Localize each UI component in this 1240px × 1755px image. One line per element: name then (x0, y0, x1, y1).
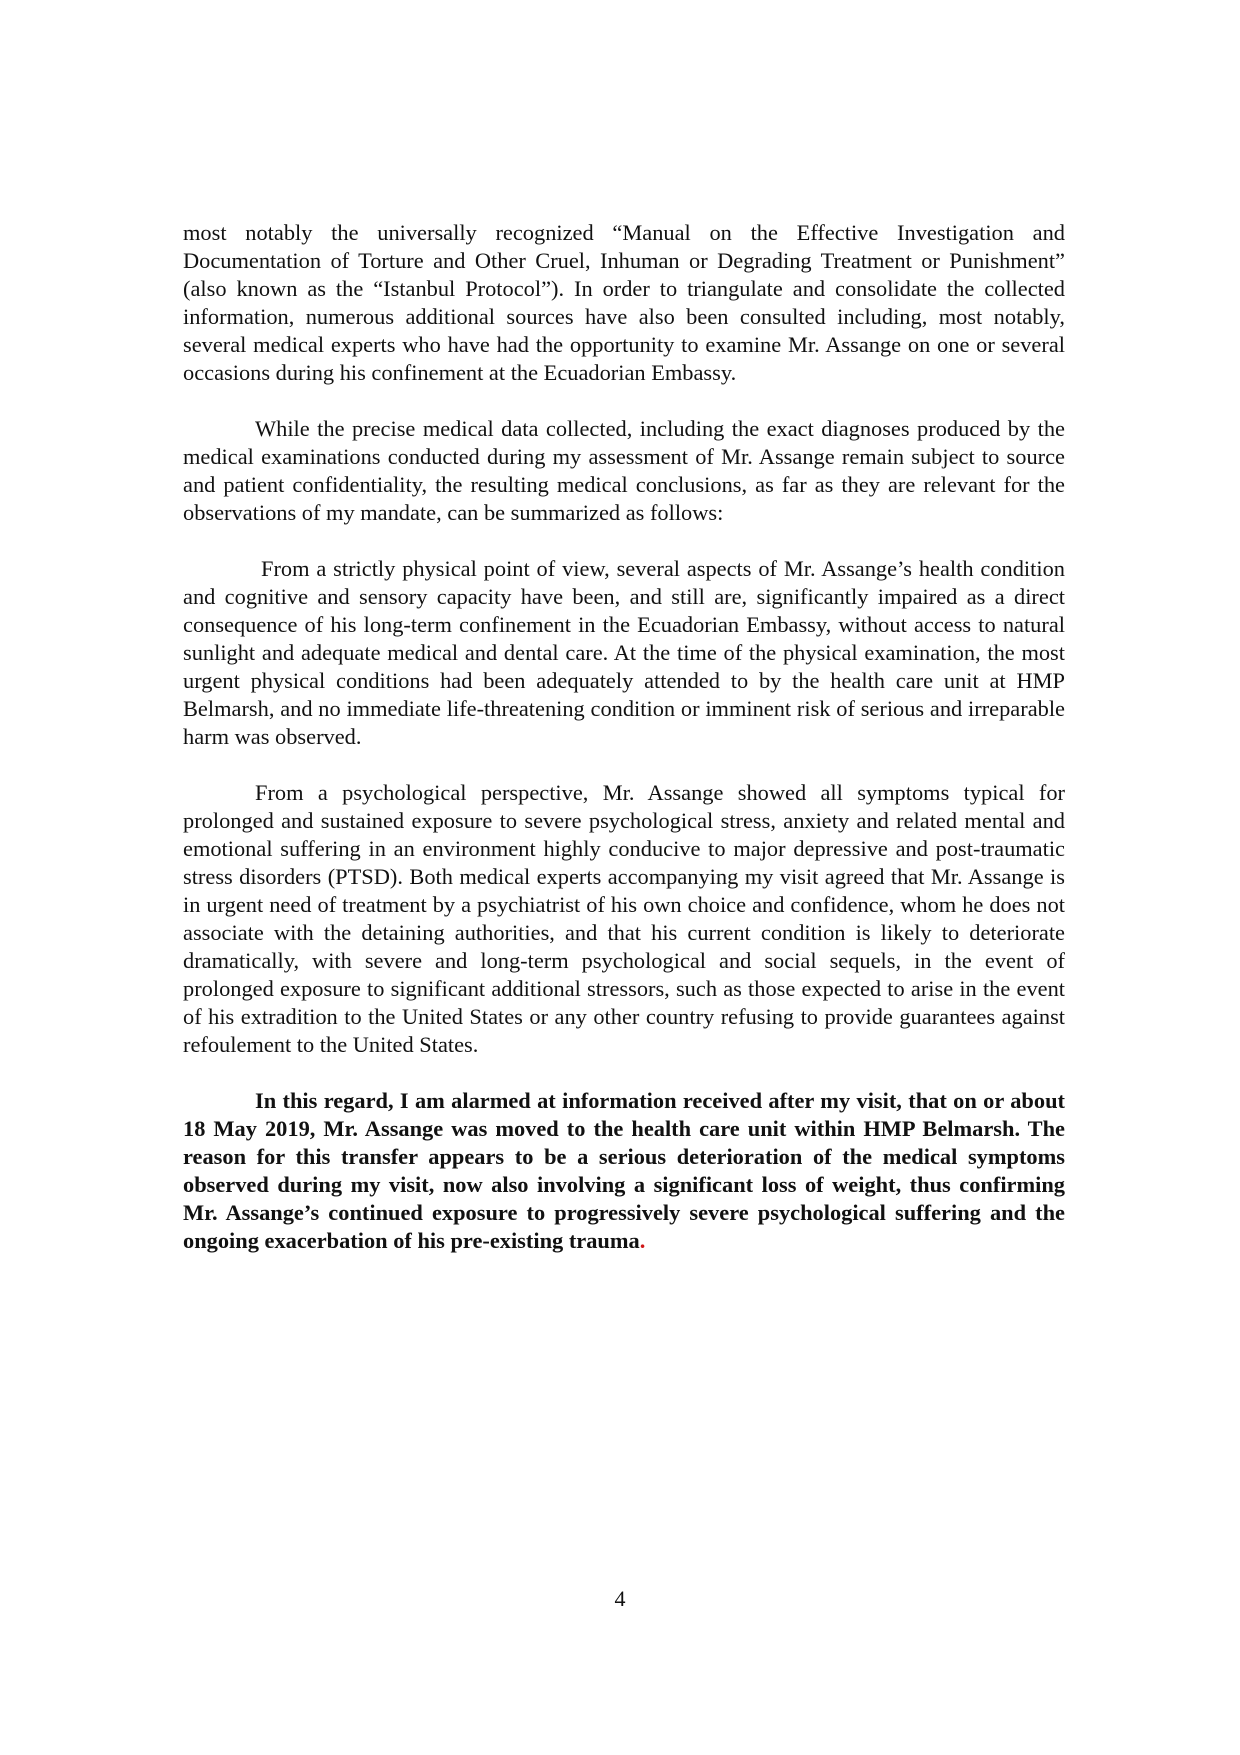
alarm-statement-text: In this regard, I am alarmed at information received after my visit, that on or about 18 May 2019, Mr. Assange was moved to the health care unit within HMP Belmarsh. The reason for this transfer appears to be a serious deterioration of the medical symptoms observed during my visit, now also involving a significant loss of weight, thus confirming Mr. Assange’s continued exposure to progressively severe psychological suffering and the ongoing exacerbation of his pre-existing trauma (183, 1088, 1065, 1253)
paragraph-medical-data: While the precise medical data collected, including the exact diagnoses produced by the medical examinations conducted during my assessment of Mr. Assange remain subject to source and patient confidentiality, the resulting medical conclusions, as far as they are relevant for the observations of my mandate, can be summarized as follows: (183, 416, 1065, 525)
red-period-mark: . (639, 1228, 646, 1253)
paragraph-psychological-condition: From a psychological perspective, Mr. Assange showed all symptoms typical for prolonged and sustained exposure to severe psychological stress, anxiety and related mental and emotional suffering in an environment highly conducive to major depressive and post-traumatic stress disorders (PTSD). Both medical experts accompanying my visit agreed that Mr. Assange is in urgent need of treatment by a psychiatrist of his own choice and confidence, whom he does not associate with the detaining authorities, and that his current condition is likely to deteriorate dramatically, with severe and long-term psychological and social sequels, in the event of prolonged exposure to significant additional stressors, such as those expected to arise in the event of his extradition to the United States or any other country refusing to provide guarantees against refoulement to the United States. (183, 780, 1065, 1057)
paragraph-alarm-statement (183, 1087, 1065, 1255)
page-number: 4 (614, 1586, 626, 1611)
document-body (183, 219, 1065, 1283)
paragraph-physical-condition: From a strictly physical point of view, several aspects of Mr. Assange’s health condition and cognitive and sensory capacity have been, and still are, significantly impaired as a direct consequence of his long-term confinement in the Ecuadorian Embassy, without access to natural sunlight and adequate medical and dental care. At the time of the physical examination, the most urgent physical conditions had been adequately attended to by the health care unit at HMP Belmarsh, and no immediate life-threatening condition or imminent risk of serious and irreparable harm was observed. (183, 556, 1065, 749)
paragraph-istanbul-protocol: most notably the universally recognized “Manual on the Effective Investigation and Documentation of Torture and Other Cruel, Inhuman or Degrading Treatment or Punishment” (also known as the “Istanbul Protocol”). In order to triangulate and consolidate the collected information, numerous additional sources have also been consulted including, most notably, several medical experts who have had the opportunity to examine Mr. Assange on one or several occasions during his confinement at the Ecuadorian Embassy. (183, 220, 1065, 385)
